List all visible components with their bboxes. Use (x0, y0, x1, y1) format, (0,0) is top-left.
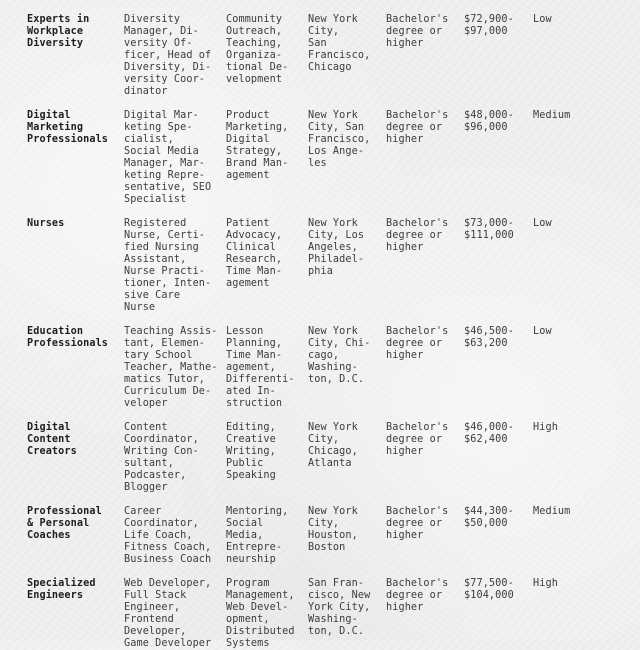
education-cell: Bachelor's degree or higher (386, 422, 449, 457)
skills-cell: Product Marketing, Digital Strategy, Brand Man- agement (226, 110, 289, 181)
demand-cell: Medium (533, 110, 571, 121)
job-categories-table (23, 0, 623, 650)
education-cell: Bachelor's degree or higher (386, 506, 449, 541)
education-cell: Bachelor's degree or higher (386, 326, 449, 361)
salary-cell: $46,500- $63,200 (464, 326, 514, 349)
education-cell: Bachelor's degree or higher (386, 578, 449, 613)
locations-cell: San Fran- cisco, New York City, Washing- ton, D.C. (308, 578, 371, 637)
job-roles-cell: Teaching Assis- tant, Elemen- tary School Teacher, Mathe- matics Tutor, Curriculum De- veloper (124, 326, 218, 409)
job-roles-cell: Diversity Manager, Di- versity Of- ficer, Head of Diversity, Di- versity Coor- dinator (124, 14, 212, 97)
category-cell: Education Professionals (27, 326, 109, 349)
table-row (23, 566, 623, 650)
category-cell: Specialized Engineers (27, 578, 96, 601)
job-roles-cell: Content Coordinator, Writing Con- sultant, Podcaster, Blogger (124, 422, 199, 493)
skills-cell: Community Outreach, Teaching, Organiza- tional De- velopment (226, 14, 289, 85)
salary-cell: $44,300- $50,000 (464, 506, 514, 529)
demand-cell: High (533, 578, 558, 589)
demand-cell: Low (533, 218, 552, 229)
category-cell: Digital Content Creators (27, 422, 77, 457)
skills-cell: Patient Advocacy, Clinical Research, Time Man- agement (226, 218, 283, 289)
category-cell: Digital Marketing Professionals (27, 110, 109, 145)
salary-cell: $48,000- $96,000 (464, 110, 514, 133)
job-roles-cell: Digital Mar- keting Spe- cialist, Social Media Manager, Mar- keting Repre- sentative, SEO Specialist (124, 110, 212, 205)
locations-cell: New York City, Chicago, Atlanta (308, 422, 358, 469)
salary-cell: $73,000- $111,000 (464, 218, 514, 241)
locations-cell: New York City, San Francisco, Los Ange- les (308, 110, 371, 169)
locations-cell: New York City, Houston, Boston (308, 506, 358, 553)
table-row (23, 410, 623, 494)
skills-cell: Program Management, Web Devel- opment, Distributed Systems (226, 578, 295, 649)
job-roles-cell: Web Developer, Full Stack Engineer, Frontend Developer, Game Developer (124, 578, 212, 649)
demand-cell: Low (533, 14, 552, 25)
table-row (23, 494, 623, 566)
job-roles-cell: Registered Nurse, Certi- fied Nursing Assistant, Nurse Practi- tioner, Inten- sive Care Nurse (124, 218, 212, 313)
skills-cell: Mentoring, Social Media, Entrepre- neurship (226, 506, 289, 565)
salary-cell: $77,500- $104,000 (464, 578, 514, 601)
locations-cell: New York City, Los Angeles, Philadel- phia (308, 218, 365, 277)
salary-cell: $72,900- $97,000 (464, 14, 514, 37)
education-cell: Bachelor's degree or higher (386, 110, 449, 145)
salary-cell: $46,000- $62,400 (464, 422, 514, 445)
locations-cell: New York City, Chi- cago, Washing- ton, D.C. (308, 326, 371, 385)
table-row (23, 0, 623, 98)
table-row (23, 206, 623, 314)
demand-cell: Medium (533, 506, 571, 517)
education-cell: Bachelor's degree or higher (386, 218, 449, 253)
table-row (23, 314, 623, 410)
table-row (23, 98, 623, 206)
demand-cell: High (533, 422, 558, 433)
education-cell: Bachelor's degree or higher (386, 14, 449, 49)
demand-cell: Low (533, 326, 552, 337)
category-cell: Professional & Personal Coaches (27, 506, 102, 541)
skills-cell: Lesson Planning, Time Man- agement, Differenti- ated In- struction (226, 326, 295, 409)
category-cell: Nurses (27, 218, 65, 229)
locations-cell: New York City, San Francisco, Chicago (308, 14, 371, 73)
category-cell: Experts in Workplace Diversity (27, 14, 90, 49)
skills-cell: Editing, Creative Writing, Public Speaking (226, 422, 276, 481)
job-roles-cell: Career Coordinator, Life Coach, Fitness Coach, Business Coach (124, 506, 212, 565)
